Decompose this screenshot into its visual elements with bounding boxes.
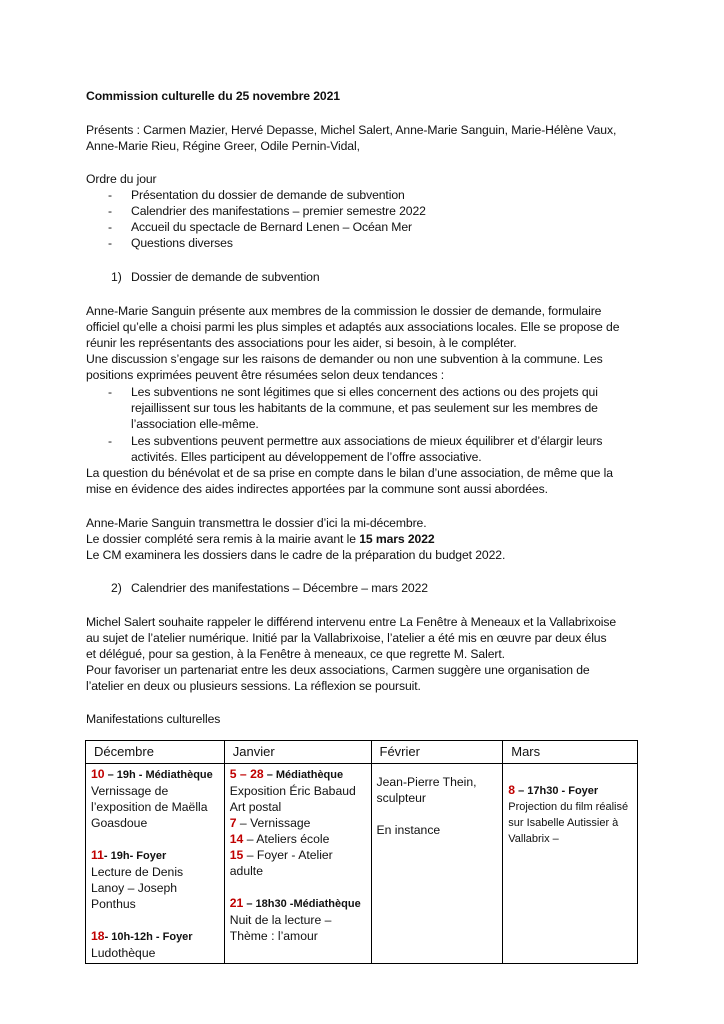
event-meta: - 19h- Foyer: [103, 850, 167, 862]
s2-paragraph-line: et délégué, pour sa gestion, à la Fenêtre à meneaux, ce que regrette M. Salert.: [86, 647, 505, 661]
event-text: – Ateliers école: [243, 832, 330, 846]
table-row: [86, 764, 638, 964]
event-text: Exposition Éric Babaud: [229, 784, 356, 798]
event-line: [230, 847, 366, 863]
section-1-number: 1): [111, 270, 122, 284]
event-date: 5 – 28: [229, 767, 264, 781]
agenda-bullet: -: [108, 236, 113, 250]
event-text: Nuit de la lecture –: [229, 913, 332, 927]
event-meta: – 18h30 -Médiathèque: [243, 898, 361, 910]
col-header-december: Décembre: [86, 741, 225, 764]
s1-paragraph-2-line: mise en évidence des aides indirectes apportées par la commune sont aussi abordées.: [86, 482, 548, 496]
s1-paragraph-2-line: La question du bénévolat et de sa prise en compte dans le bilan d’une association, de même que la: [86, 466, 613, 480]
s1-bullet-1-line: rejaillissent sur tous les habitants de la commune, et pas seulement sur les membres de: [131, 401, 598, 415]
agenda-bullet: -: [108, 220, 113, 234]
event-text: Lecture de Denis: [91, 865, 184, 879]
presents-line-1: Présents : Carmen Mazier, Hervé Depasse, Michel Salert, Anne-Marie Sanguin, Marie-Hélène Vaux,: [86, 123, 617, 137]
s1-paragraph-line: Anne-Marie Sanguin présente aux membres de la commission le dossier de demande, formulaire: [86, 304, 602, 318]
event-header: [91, 766, 219, 783]
s2-paragraph-line: au sujet de l’atelier numérique. Initié par la Vallabrixoise, l’atelier a été mis en œuvre par deux élus: [86, 631, 607, 645]
event-text: – Foyer - Atelier: [243, 848, 333, 862]
s2-paragraph-line: l’atelier en deux ou plusieurs sessions. La réflexion se poursuit.: [86, 679, 421, 693]
s1-bullet-2-line: Les subventions peuvent permettre aux associations de mieux équilibrer et d’élargir leurs: [131, 434, 603, 448]
s1-budget-line: Le CM examinera les dossiers dans le cadre de la préparation du budget 2022.: [86, 548, 506, 562]
event-date: 18: [91, 929, 105, 943]
event-line: [230, 815, 366, 831]
events-table: [85, 740, 638, 964]
s2-paragraph-line: Pour favoriser un partenariat entre les deux associations, Carmen suggère une organisation de: [86, 663, 590, 677]
event-date: 8: [508, 783, 516, 797]
event-text: Vernissage de: [91, 784, 169, 798]
s1-paragraph-line: Une discussion s’engage sur les raisons de demander ou non une subvention à la commune. Les: [86, 352, 603, 366]
s1-bullet-1-line: Les subventions ne sont légitimes que si elles concernent des actions ou des projets qui: [131, 385, 598, 399]
s1-paragraph-line: réunir les représentants des associations pour les aider, si besoin, à le compléter.: [86, 336, 517, 350]
agenda-item-3: Accueil du spectacle de Bernard Lenen – Océan Mer: [131, 220, 413, 234]
event-date: 7: [229, 816, 237, 830]
event-line: [230, 831, 366, 847]
event-date: 14: [229, 832, 244, 846]
event-text: l’exposition de Maëlla: [91, 800, 208, 814]
s2-paragraph-line: Michel Salert souhaite rappeler le différend intervenu entre La Fenêtre à Meneaux et la Vallabrixoise: [86, 615, 617, 629]
event-text: Ludothèque: [91, 946, 156, 960]
col-header-january: Janvier: [224, 741, 371, 764]
event-date: 15: [229, 848, 244, 862]
event-header: [91, 847, 219, 864]
table-title: Manifestations culturelles: [86, 712, 221, 726]
event-meta: - 10h-12h - Foyer: [104, 931, 193, 943]
event-status: En instance: [376, 823, 441, 837]
event-text: adulte: [229, 864, 263, 878]
event-text: Goasdoue: [91, 816, 148, 830]
section-1-title: Dossier de demande de subvention: [131, 270, 320, 284]
event-text: Thème : l’amour: [229, 929, 318, 943]
s1-transmit-line: Anne-Marie Sanguin transmettra le dossier d’ici la mi-décembre.: [86, 516, 427, 530]
agenda-bullet: -: [108, 204, 113, 218]
s1-bullet-1-line: l’association elle-même.: [131, 417, 259, 431]
agenda-title: Ordre du jour: [86, 172, 157, 186]
event-date: 21: [229, 896, 244, 910]
cell-march: [503, 764, 638, 964]
cell-december: [86, 764, 225, 964]
agenda-bullet: -: [108, 188, 113, 202]
event-text: Lanoy – Joseph: [91, 881, 178, 895]
event-meta: – 19h - Médiathèque: [104, 769, 213, 781]
agenda-item-1: Présentation du dossier de demande de subvention: [131, 188, 405, 202]
agenda-item-2: Calendrier des manifestations – premier semestre 2022: [131, 204, 426, 218]
event-text: Jean-Pierre Thein,: [376, 775, 477, 789]
s1-deadline-line: [86, 531, 435, 547]
deadline-text: Le dossier complété sera remis à la mairie avant le: [86, 532, 360, 546]
event-header: [508, 782, 632, 799]
event-text: – Vernissage: [236, 816, 311, 830]
agenda-item-4: Questions diverses: [131, 236, 233, 250]
event-header: [230, 895, 366, 912]
presents-line-2: Anne-Marie Rieu, Régine Greer, Odile Pernin-Vidal,: [86, 139, 360, 153]
event-date: 10: [91, 767, 105, 781]
table-header-row: [86, 741, 638, 764]
event-text: Projection du film réalisé: [508, 801, 629, 813]
col-header-march: Mars: [503, 741, 638, 764]
event-meta: – 17h30 - Foyer: [515, 785, 599, 797]
document-title: Commission culturelle du 25 novembre 2021: [86, 89, 340, 103]
event-date: 11: [91, 848, 104, 862]
event-header: [91, 928, 219, 945]
bullet-dash: -: [108, 385, 113, 399]
section-2-title: Calendrier des manifestations – Décembre – mars 2022: [131, 581, 428, 595]
cell-february: [371, 764, 503, 964]
col-header-february: Février: [371, 741, 503, 764]
bullet-dash: -: [108, 434, 113, 448]
event-text: sur Isabelle Autissier à: [508, 817, 619, 829]
s1-paragraph-line: positions exprimées peuvent être résumées selon deux tendances :: [86, 368, 445, 382]
event-text: Art postal: [229, 800, 282, 814]
event-text: Ponthus: [91, 897, 136, 911]
event-text: Vallabrix –: [508, 833, 559, 845]
deadline-date: 15 mars 2022: [359, 532, 435, 546]
cell-january: [224, 764, 371, 964]
s1-paragraph-line: officiel qu’elle a choisi parmi les plus simples et adaptés aux associations locales. Elle se propose de: [86, 320, 620, 334]
event-header: [230, 766, 366, 783]
event-text: sculpteur: [376, 791, 426, 805]
section-2-number: 2): [111, 581, 122, 595]
s1-bullet-2-line: activités. Elles participent au développement de l’offre associative.: [131, 450, 482, 464]
event-meta: – Médiathèque: [263, 769, 344, 781]
